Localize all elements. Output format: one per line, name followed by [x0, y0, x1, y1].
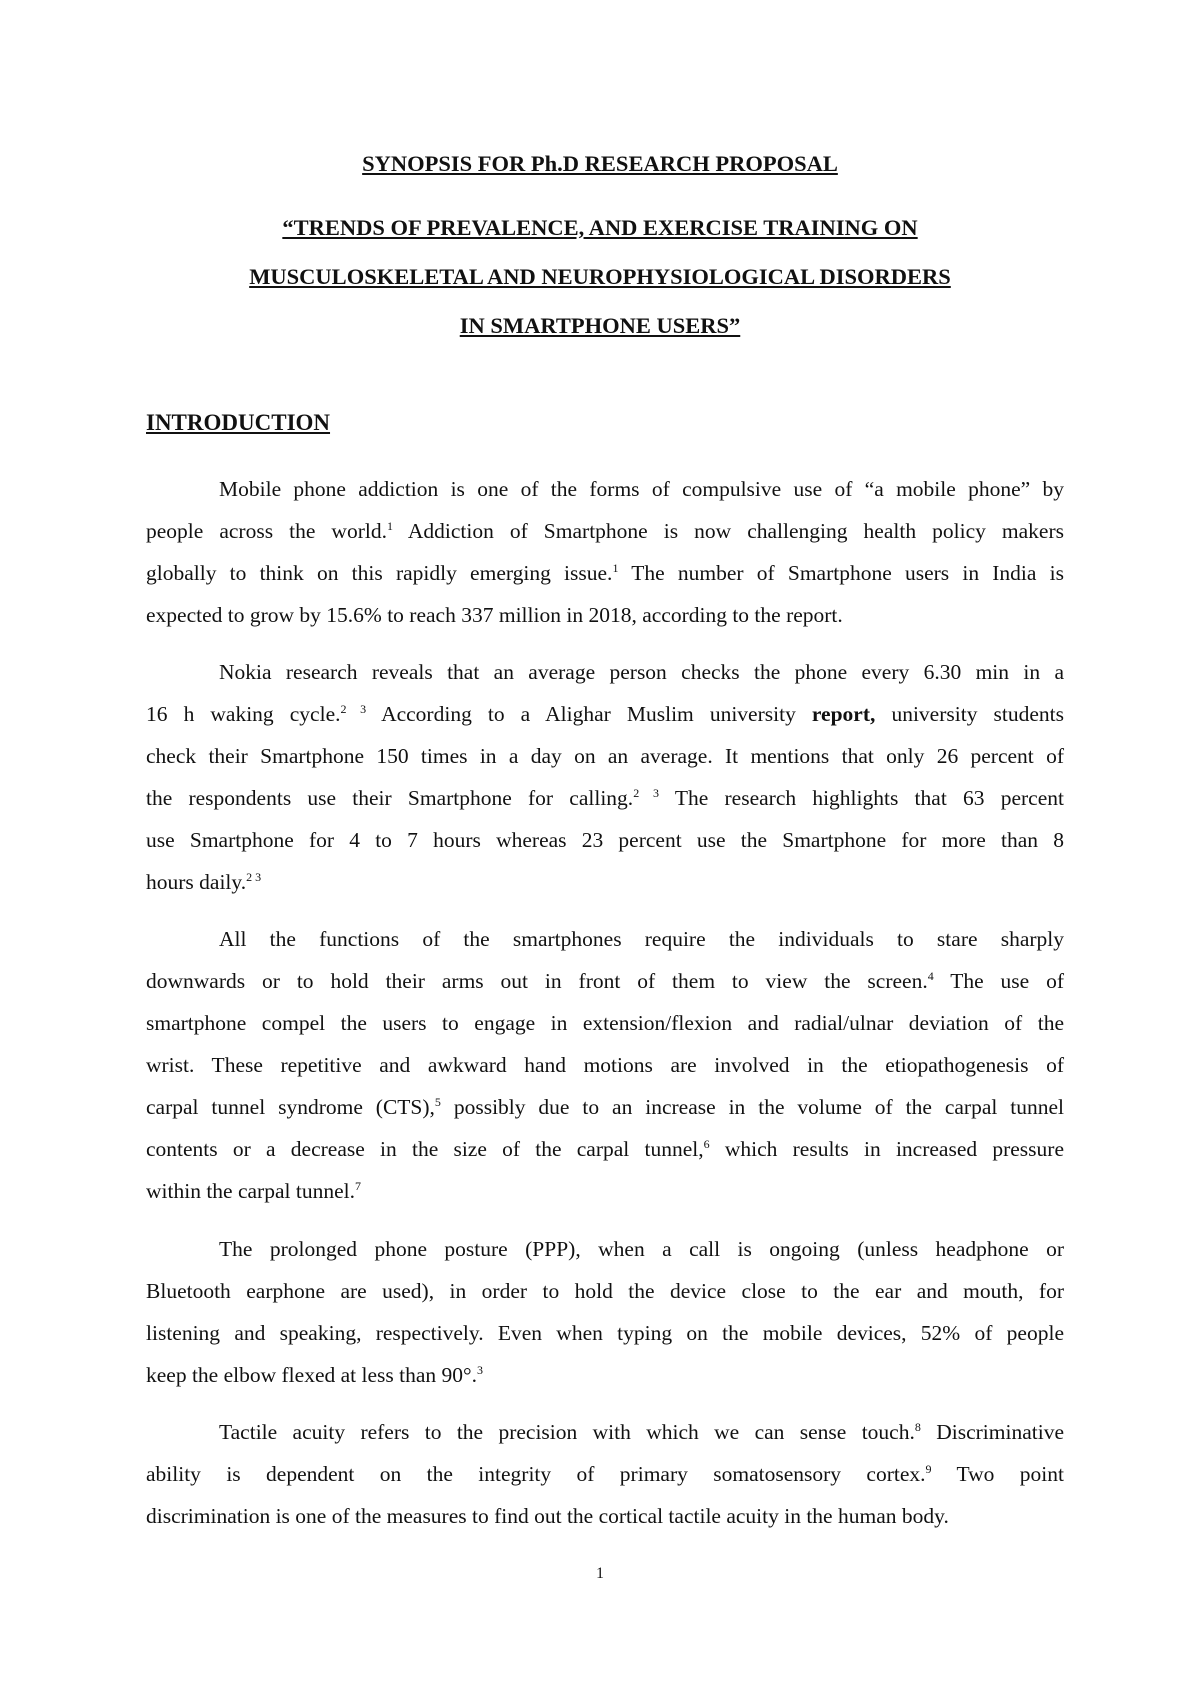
paragraph-line: within the carpal tunnel.$^7$ — [146, 1178, 361, 1203]
paragraph-line: downwards or to hold their arms out in front of them to view the screen.$^4$ The use of — [146, 968, 1065, 993]
paragraph-line: hours daily.$^{2 3}$ — [146, 869, 262, 894]
citation-superscript: 3 — [477, 1362, 483, 1377]
citation-superscript: 8 — [914, 1419, 921, 1434]
page-number: 1 — [596, 1565, 604, 1582]
citation-superscript: 6 — [703, 1136, 710, 1151]
paragraph-1 — [146, 468, 1064, 636]
paragraph-line: Nokia research reveals that an average person checks the phone every 6.30 min in a — [219, 660, 1064, 684]
paragraph-line: people across the world.$^1$ Addiction of Smartphone is now challenging health policy makers — [146, 518, 1064, 543]
citation-superscript: 2 3 — [633, 785, 660, 800]
paragraph-line: use Smartphone for 4 to 7 hours whereas 23 percent use the Smartphone for more than 8 — [146, 828, 1064, 852]
paragraph-line: ability is dependent on the integrity of primary somatosensory cortex.$^9$ Two point — [146, 1461, 1064, 1486]
paragraph-line: check their Smartphone 150 times in a day on an average. It mentions that only 26 percent of — [146, 744, 1064, 768]
paragraph-line: discrimination is one of the measures to find out the cortical tactile acuity in the human body. — [146, 1504, 949, 1528]
citation-superscript: 7 — [354, 1178, 361, 1193]
paragraph-4 — [146, 1228, 1064, 1396]
paragraph-line: listening and speaking, respectively. Even when typing on the mobile devices, 52% of people — [146, 1321, 1064, 1345]
paragraph-line: keep the elbow flexed at less than 90°.$^3$ — [146, 1362, 483, 1387]
paragraph-line: wrist. These repetitive and awkward hand motions are involved in the etiopathogenesis of — [146, 1053, 1064, 1077]
citation-superscript: 2 3 — [340, 701, 367, 716]
paragraph-line: expected to grow by 15.6% to reach 337 million in 2018, according to the report. — [146, 603, 843, 627]
citation-superscript: 5 — [434, 1094, 441, 1109]
paragraph-line: The prolonged phone posture (PPP), when a call is ongoing (unless headphone or — [219, 1237, 1064, 1261]
paragraph-3 — [146, 918, 1064, 1212]
synopsis-heading: SYNOPSIS FOR Ph.D RESEARCH PROPOSAL — [362, 151, 838, 176]
paragraph-line: smartphone compel the users to engage in extension/flexion and radial/ulnar deviation of the — [146, 1011, 1064, 1035]
paragraph-line: All the functions of the smartphones require the individuals to stare sharply — [219, 927, 1064, 951]
paragraph-line: the respondents use their Smartphone for calling.$^{2 3}$ The research highlights that 63 percent — [146, 785, 1064, 810]
paragraph-line: carpal tunnel syndrome (CTS),$^5$ possibly due to an increase in the volume of the carpal tunnel — [146, 1094, 1064, 1119]
paragraph-line: Tactile acuity refers to the precision with which we can sense touch.$^8$ Discriminative — [219, 1419, 1064, 1444]
paragraph-line: Bluetooth earphone are used), in order to hold the device close to the ear and mouth, for — [146, 1279, 1064, 1303]
paragraph-line: globally to think on this rapidly emerging issue.$^1$ The number of Smartphone users in India is — [146, 560, 1064, 585]
paragraph-5 — [146, 1411, 1064, 1537]
title-line-3: IN SMARTPHONE USERS” — [459, 313, 741, 338]
paragraph-line: Mobile phone addiction is one of the forms of compulsive use of “a mobile phone” by — [219, 477, 1064, 501]
title-line-1: “TRENDS OF PREVALENCE, AND EXERCISE TRAINING ON — [282, 215, 918, 240]
bold-word: report, — [811, 702, 876, 726]
section-heading-introduction: INTRODUCTION — [146, 410, 331, 435]
citation-superscript: 1 — [612, 560, 619, 575]
citation-superscript: 4 — [927, 968, 934, 983]
citation-superscript: 9 — [925, 1461, 932, 1476]
paragraph-line: contents or a decrease in the size of the carpal tunnel,$^6$ which results in increased pressure — [146, 1136, 1064, 1161]
paragraph-line: 16 h waking cycle.$^{2 3}$ According to a Alighar Muslim university report, university students — [146, 701, 1064, 726]
title-line-2: MUSCULOSKELETAL AND NEUROPHYSIOLOGICAL DISORDERS — [249, 264, 951, 289]
citation-superscript: 2 3 — [246, 869, 262, 884]
paragraph-2 — [146, 651, 1064, 903]
citation-superscript: 1 — [386, 518, 393, 533]
